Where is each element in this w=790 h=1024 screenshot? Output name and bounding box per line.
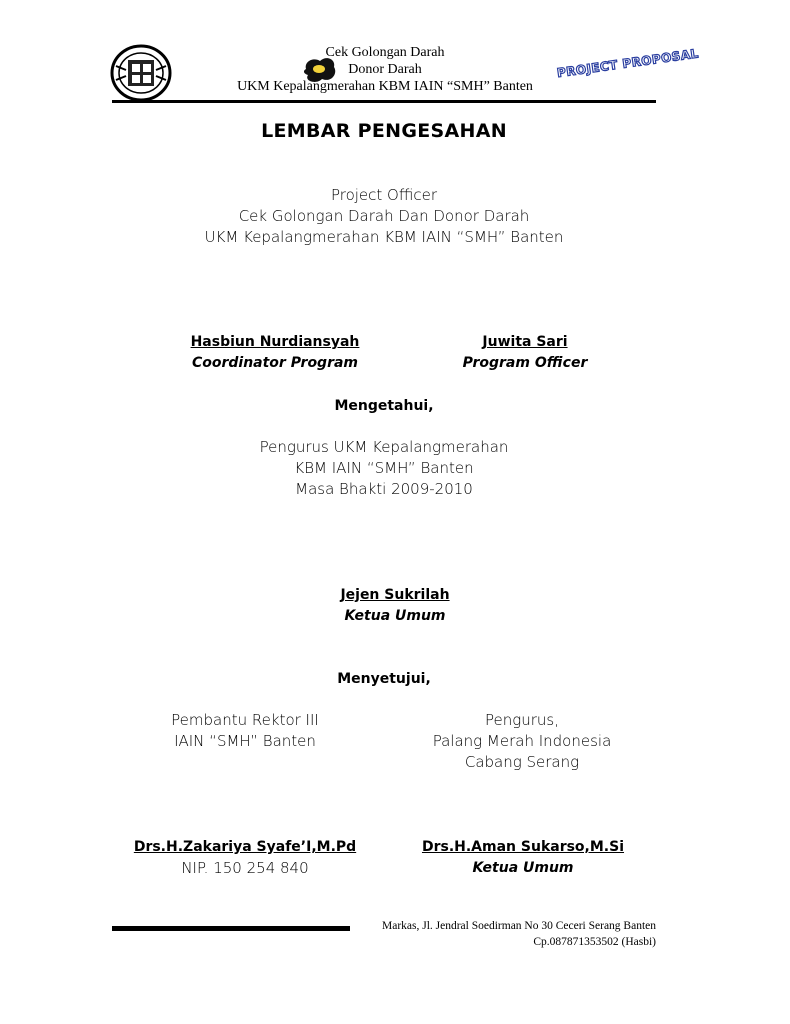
signer-name: Drs.H.Zakariya Syafe’I,M.Pd	[133, 839, 357, 855]
approver-left-block	[120, 710, 370, 752]
approver-left-line-1: Pembantu Rektor III	[171, 711, 319, 729]
header-line-1: Cek Golongan Darah	[325, 45, 445, 60]
intro-line-1: Project Officer	[330, 186, 438, 204]
header-line-3: UKM Kepalangmerahan KBM IAIN “SMH” Banten	[237, 79, 533, 94]
signer-pembantu-rektor	[110, 837, 380, 879]
signer-name: Jejen Sukrilah	[340, 587, 450, 603]
signer-name: Juwita Sari	[482, 334, 568, 350]
intro-block	[0, 185, 768, 248]
approver-right-block	[397, 710, 647, 773]
mengetahui-line-3: Masa Bhakti 2009-2010	[295, 480, 473, 498]
approver-right-line-2: Palang Merah Indonesia	[432, 732, 612, 750]
approver-left-line-2: IAIN “SMH” Banten	[174, 732, 316, 750]
signer-ketua	[0, 585, 790, 627]
footer-address: Markas, Jl. Jendral Soedirman No 30 Ceceri Serang Banten	[381, 920, 656, 932]
footer-phone: Cp.087871353502 (Hasbi)	[533, 936, 656, 948]
mengetahui-label: Mengetahui,	[334, 398, 434, 414]
signer-role: Program Officer	[462, 355, 588, 371]
organization-logo-icon	[110, 44, 172, 102]
stamp-text: PROJECT PROPOSAL	[556, 46, 700, 81]
signer-role: Ketua Umum	[344, 608, 446, 624]
mengetahui-line-1: Pengurus UKM Kepalangmerahan	[259, 438, 509, 456]
signer-role: Coordinator Program	[191, 355, 359, 371]
signer-name: Drs.H.Aman Sukarso,M.Si	[421, 839, 625, 855]
intro-line-3: UKM Kepalangmerahan KBM IAIN “SMH” Banten	[204, 228, 564, 246]
intro-line-2: Cek Golongan Darah Dan Donor Darah	[238, 207, 530, 225]
signer-nip: NIP. 150 254 840	[181, 859, 309, 877]
header-divider	[112, 100, 656, 103]
menyetujui-label: Menyetujui,	[337, 671, 431, 687]
signer-program-officer	[400, 332, 650, 374]
project-proposal-stamp	[552, 42, 700, 82]
footer-divider	[112, 926, 350, 931]
header-line-2: Donor Darah	[348, 62, 422, 77]
signer-name: Hasbiun Nurdiansyah	[190, 334, 360, 350]
footer	[350, 918, 656, 950]
document-header	[180, 44, 590, 95]
mengetahui-block	[0, 437, 768, 500]
signer-coordinator	[150, 332, 400, 374]
page-title: LEMBAR PENGESAHAN	[261, 120, 507, 142]
approver-right-line-3: Cabang Serang	[464, 753, 580, 771]
signer-ketua-pmi	[388, 837, 658, 879]
approver-right-line-1: Pengurus,	[484, 711, 559, 729]
signer-role: Ketua Umum	[472, 860, 574, 876]
mengetahui-line-2: KBM IAIN “SMH” Banten	[294, 459, 474, 477]
